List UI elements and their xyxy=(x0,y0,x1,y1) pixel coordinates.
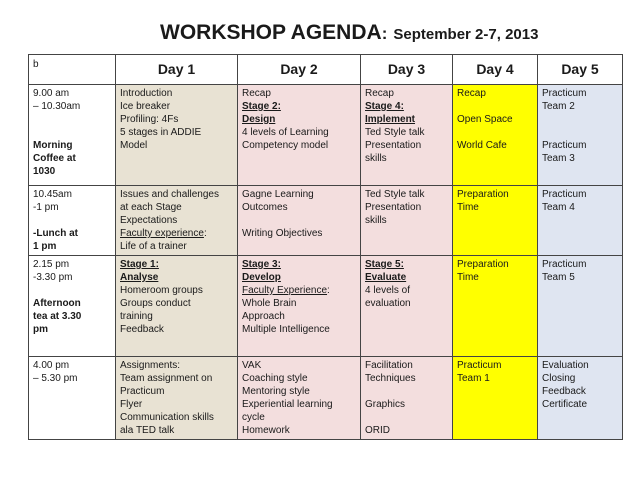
session-line: Feedback xyxy=(120,324,164,335)
stage-name: Analyse xyxy=(120,272,159,283)
day-4-header: Day 4 xyxy=(453,55,538,85)
break-note: Coffee at xyxy=(33,153,76,164)
faculty-experience-link: Faculty Experience xyxy=(242,285,328,296)
stage-name: Design xyxy=(242,114,276,125)
session-line: Ted Style talk xyxy=(365,189,425,200)
session-line: Team 3 xyxy=(542,153,575,164)
session-line: Preparation xyxy=(457,189,509,200)
stage-label: Stage 4: xyxy=(365,101,404,112)
session-line: at each Stage xyxy=(120,202,182,213)
session-line: Competency model xyxy=(242,140,329,151)
session-line: Practicum xyxy=(542,259,587,270)
stage-label: Stage 1: xyxy=(120,259,159,270)
session-line: Whole Brain xyxy=(242,298,297,309)
session-line: Practicum xyxy=(542,140,587,151)
session-line: Practicum xyxy=(457,360,502,371)
session-line: Homework xyxy=(242,425,290,436)
table-row xyxy=(29,357,623,440)
session-line: Time xyxy=(457,202,479,213)
colon: : xyxy=(327,285,330,296)
time-line: – 5.30 pm xyxy=(33,373,78,384)
day-1-cell xyxy=(116,357,238,440)
session-line: Open Space xyxy=(457,114,513,125)
stage-label: Stage 5: xyxy=(365,259,404,270)
session-line: Mentoring style xyxy=(242,386,310,397)
session-line xyxy=(242,284,356,297)
day-3-cell xyxy=(361,357,453,440)
session-line: Homeroom groups xyxy=(120,285,203,296)
day-5-header: Day 5 xyxy=(538,55,623,85)
session-line: Closing xyxy=(542,373,576,384)
stage-name: Evaluate xyxy=(365,272,407,283)
day-5-cell xyxy=(538,85,623,186)
session-line: Practicum xyxy=(120,386,165,397)
session-line: 5 stages in ADDIE xyxy=(120,127,202,138)
session-line: Flyer xyxy=(120,399,143,410)
session-line: Recap xyxy=(365,88,394,99)
session-line: Gagne Learning xyxy=(242,189,314,200)
header-row xyxy=(29,55,623,85)
time-line: -1 pm xyxy=(33,202,59,213)
day-4-cell xyxy=(453,186,538,256)
session-line: Practicum xyxy=(542,189,587,200)
session-line: skills xyxy=(365,153,387,164)
session-line: Graphics xyxy=(365,399,406,410)
session-line: Writing Objectives xyxy=(242,228,323,239)
session-line: Practicum xyxy=(542,88,587,99)
title-separator: : xyxy=(381,24,388,43)
break-note: 1 pm xyxy=(33,241,57,252)
session-line: Recap xyxy=(457,88,486,99)
session-line: Team 2 xyxy=(542,101,575,112)
day-3-cell xyxy=(361,186,453,256)
stage-label: Stage 2: xyxy=(242,101,281,112)
time-cell xyxy=(29,256,116,357)
session-line: Presentation xyxy=(365,140,422,151)
session-line: 4 levels of Learning xyxy=(242,127,329,138)
session-line: Multiple Intelligence xyxy=(242,324,330,335)
session-line: ala TED talk xyxy=(120,425,175,436)
day-2-cell xyxy=(238,256,361,357)
session-line: Team 1 xyxy=(457,373,490,384)
session-line: skills xyxy=(365,215,387,226)
break-note: Afternoon xyxy=(33,298,81,309)
day-2-cell xyxy=(238,357,361,440)
table-row xyxy=(29,256,623,357)
corner-cell: b xyxy=(29,55,116,85)
session-line: Recap xyxy=(242,88,271,99)
day-5-cell xyxy=(538,256,623,357)
session-line: Ted Style talk xyxy=(365,127,425,138)
time-cell xyxy=(29,357,116,440)
session-line: Coaching style xyxy=(242,373,308,384)
agenda-table xyxy=(28,54,623,440)
table-row xyxy=(29,186,623,256)
session-line: Outcomes xyxy=(242,202,288,213)
session-line: Team 5 xyxy=(542,272,575,283)
session-line: 4 levels of xyxy=(365,285,411,296)
day-1-header: Day 1 xyxy=(116,55,238,85)
break-note: -Lunch at xyxy=(33,228,78,239)
session-line: VAK xyxy=(242,360,262,371)
session-line: Approach xyxy=(242,311,285,322)
session-line: Expectations xyxy=(120,215,178,226)
time-cell xyxy=(29,85,116,186)
session-line: evaluation xyxy=(365,298,411,309)
stage-name: Implement xyxy=(365,114,416,125)
session-line: World Cafe xyxy=(457,140,507,151)
day-1-cell xyxy=(116,85,238,186)
time-line: – 10.30am xyxy=(33,101,81,112)
faculty-experience-link: Faculty experience xyxy=(120,228,204,239)
time-line: 2.15 pm xyxy=(33,259,70,270)
page-title xyxy=(160,21,538,45)
day-2-cell xyxy=(238,85,361,186)
session-line xyxy=(120,227,233,240)
title-date: September 2-7, 2013 xyxy=(393,26,539,43)
session-line: Profiling: 4Fs xyxy=(120,114,179,125)
day-2-cell xyxy=(238,186,361,256)
day-3-header: Day 3 xyxy=(361,55,453,85)
session-line: Certificate xyxy=(542,399,588,410)
day-1-cell xyxy=(116,186,238,256)
session-line: Life of a trainer xyxy=(120,241,187,252)
time-line: -3.30 pm xyxy=(33,272,73,283)
day-1-cell xyxy=(116,256,238,357)
day-3-cell xyxy=(361,85,453,186)
time-line: 9.00 am xyxy=(33,88,70,99)
title-main: WORKSHOP AGENDA xyxy=(160,21,382,44)
session-line: Groups conduct xyxy=(120,298,191,309)
session-line: Presentation xyxy=(365,202,422,213)
session-line: cycle xyxy=(242,412,265,423)
day-5-cell xyxy=(538,186,623,256)
session-line: Team assignment on xyxy=(120,373,213,384)
table-row xyxy=(29,85,623,186)
break-note: pm xyxy=(33,324,48,335)
session-line: Issues and challenges xyxy=(120,189,219,200)
session-line: Assignments: xyxy=(120,360,181,371)
time-line: 4.00 pm xyxy=(33,360,70,371)
session-line: Preparation xyxy=(457,259,509,270)
session-line: Time xyxy=(457,272,479,283)
session-line: Feedback xyxy=(542,386,586,397)
day-4-cell xyxy=(453,357,538,440)
session-line: Experiential learning xyxy=(242,399,333,410)
break-note: tea at 3.30 xyxy=(33,311,82,322)
break-note: 1030 xyxy=(33,166,56,177)
session-line: Facilitation xyxy=(365,360,413,371)
session-line: training xyxy=(120,311,153,322)
day-3-cell xyxy=(361,256,453,357)
day-4-cell xyxy=(453,256,538,357)
colon: : xyxy=(203,228,207,239)
session-line: ORID xyxy=(365,425,390,436)
break-note: Morning xyxy=(33,140,73,151)
session-line: Ice breaker xyxy=(120,101,171,112)
day-4-cell xyxy=(453,85,538,186)
session-line: Introduction xyxy=(120,88,173,99)
stage-name: Develop xyxy=(242,272,281,283)
day-5-cell xyxy=(538,357,623,440)
stage-label: Stage 3: xyxy=(242,259,281,270)
session-line: Model xyxy=(120,140,148,151)
session-line: Communication skills xyxy=(120,412,214,423)
session-line: Techniques xyxy=(365,373,416,384)
time-cell xyxy=(29,186,116,256)
session-line: Team 4 xyxy=(542,202,575,213)
time-line: 10.45am xyxy=(33,189,72,200)
day-2-header: Day 2 xyxy=(238,55,361,85)
session-line: Evaluation xyxy=(542,360,589,371)
